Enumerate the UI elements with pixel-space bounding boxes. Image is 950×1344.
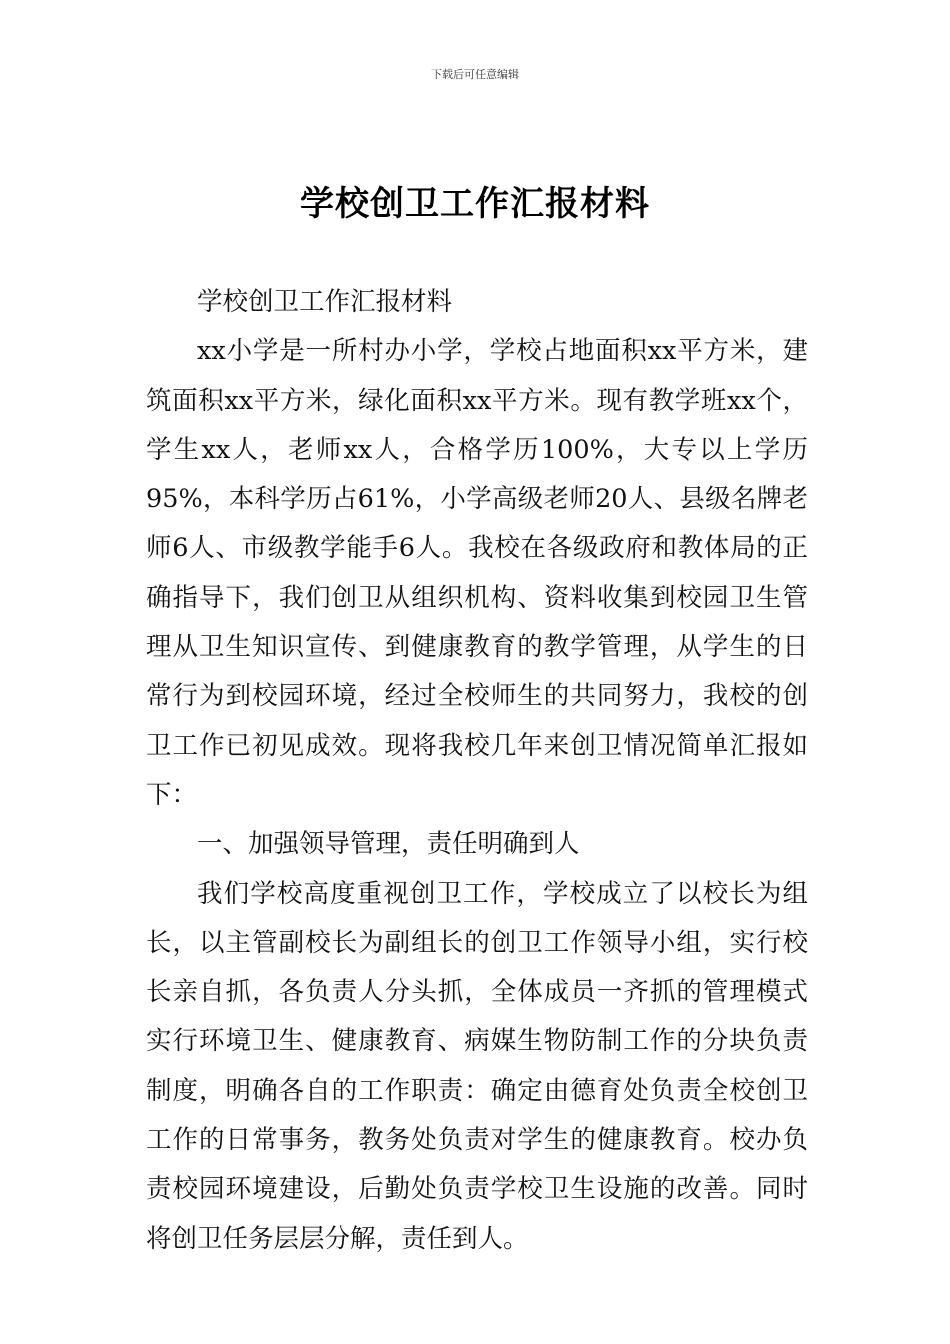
paragraph-subtitle: 学校创卫工作汇报材料 [197,287,453,317]
header-note: 下载后可任意编辑 [431,68,519,81]
document-body [146,278,808,1264]
document-title: 学校创卫工作汇报材料 [300,184,650,224]
paragraph-intro: xx小学是一所村办小学，学校占地面积xx平方米，建筑面积xx平方米，绿化面积xx平方米。现有教学班xx个，学生xx人，老师xx人，合格学历100%，大专以上学历95%，本科学历占61%，小学高级老师20人、县级名牌老师6人、市级教学能手6人。我校在各级政府和教体局的正确指导下，我们创卫从组织机构、资料收集到校园卫生管理从卫生知识宣传、到健康教育的教学管理，从学生的日常行为到校园环境，经过全校师生的共同努力，我校的创卫工作已初见成效。现将我校几年来创卫情况简单汇报如下： [146,336,808,810]
paragraph-section-1: 我们学校高度重视创卫工作，学校成立了以校长为组长，以主管副校长为副组长的创卫工作领导小组，实行校长亲自抓，各负责人分头抓，全体成员一齐抓的管理模式实行环境卫生、健康教育、病媒生物防制工作的分块负责制度，明确各自的工作职责：确定由德育处负责全校创卫工作的日常事务，教务处负责对学生的健康教育。校办负责校园环境建设，后勤处负责学校卫生设施的改善。同时将创卫任务层层分解，责任到人。 [146,878,808,1254]
section-heading-1: 一、加强领导管理，责任明确到人 [197,829,580,860]
